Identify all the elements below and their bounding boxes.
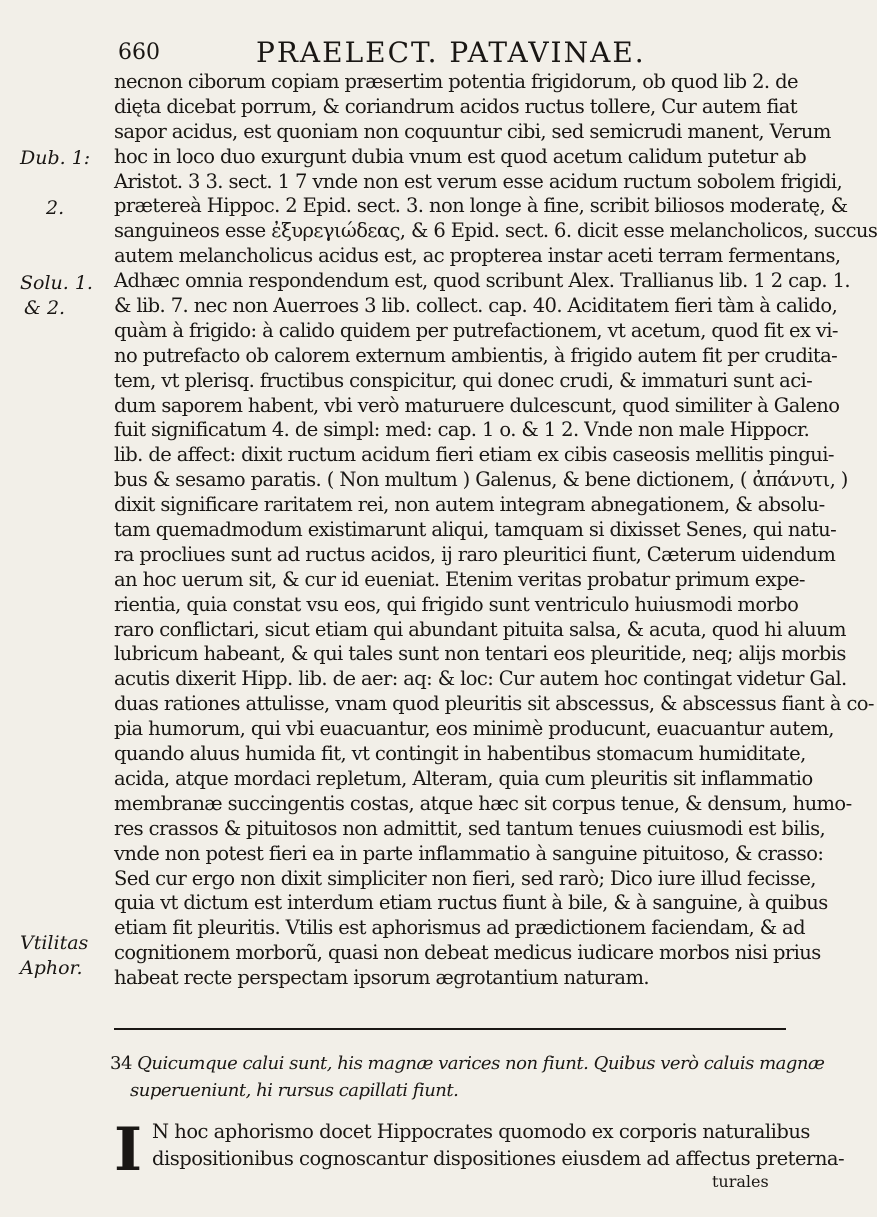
text-line: duas rationes attulisse, vnam quod pleuritis sit abscessus, & abscessus fiant à co-: [114, 692, 874, 716]
text-line: sanguineos esse ἐξυρεγιώδεας, & 6 Epid. sect. 6. dicit esse melancholicos, succus: [114, 219, 877, 243]
catchword: turales: [712, 1172, 769, 1191]
commentary-line: dispositionibus cognoscantur dispositiones eiusdem ad affectus preterna-: [152, 1147, 845, 1170]
text-line: an hoc uerum sit, & cur id eueniat. Etenim veritas probatur primum expe-: [114, 567, 805, 591]
text-line: Adhæc omnia respondendum est, quod scribunt Alex. Trallianus lib. 1 2 cap. 1.: [114, 269, 851, 293]
margin-note-dub-1: Dub. 1:: [20, 147, 91, 169]
text-line: dum saporem habent, vbi verò maturuere dulcescunt, quod similiter à Galeno: [114, 393, 840, 417]
text-line: membranæ succingentis costas, atque hæc sit corpus tenue, & densum, humo-: [114, 791, 852, 815]
text-line: quando aluus humida fit, vt contingit in habentibus stomacum humiditate,: [114, 742, 806, 766]
text-line: etiam fit pleuritis. Vtilis est aphorismus ad prædictionem faciendam, & ad: [114, 916, 805, 940]
text-line: Sed cur ergo non dixit simpliciter non fieri, sed rarò; Dico iure illud fecisse,: [114, 866, 816, 890]
text-line: ra procliues sunt ad ructus acidos, ij raro pleuritici fiunt, Cæterum uidendum: [114, 542, 836, 566]
section-divider: [114, 1028, 786, 1030]
text-line: hoc in loco duo exurgunt dubia vnum est quod acetum calidum putetur ab: [114, 144, 807, 168]
aphorism-line-2: superueniunt, hi rursus capillati fiunt.: [130, 1080, 459, 1101]
text-line: quia vt dictum est interdum etiam ructus fiunt à bile, & à sanguine, à quibus: [114, 891, 828, 915]
text-line: sapor acidus, est quoniam non coquuntur cibi, sed semicrudi manent, Verum: [114, 119, 831, 143]
margin-note-dub-2: 2.: [46, 197, 65, 219]
aphorism-number: 34: [110, 1053, 132, 1074]
aphorism-line-1: [110, 1050, 825, 1077]
text-line: acutis dixerit Hipp. lib. de aer: aq: & loc: Cur autem hoc contingat videtur Gal.: [114, 667, 847, 691]
text-line: no putrefacto ob calorem externum ambientis, à frigido autem fit per crudita-: [114, 343, 838, 367]
text-line: tam quemadmodum existimarunt aliqui, tamquam si dixisset Senes, qui natu-: [114, 518, 837, 542]
margin-note-utilitas: Vtilitas: [20, 932, 89, 954]
text-line: autem melancholicus acidus est, ac propterea instar aceti terram fermentans,: [114, 244, 841, 268]
text-line: res crassos & pituitosos non admittit, sed tantum tenues cuiusmodi est bilis,: [114, 816, 826, 840]
text-line: acida, atque mordaci repletum, Alteram, quia cum pleuritis sit inflammatio: [114, 766, 813, 790]
margin-note-solu-2: & 2.: [24, 297, 66, 319]
margin-note-solu-1: Solu. 1.: [20, 272, 93, 294]
text-line: Aristot. 3 3. sect. 1 7 vnde non est verum esse acidum ructum sobolem frigidi,: [114, 169, 843, 193]
text-line: vnde non potest fieri ea in parte inflammatio à sanguine pituitoso, & crasso:: [114, 841, 824, 865]
text-line: lib. de affect: dixit ructum acidum fieri etiam ex cibis caseosis mellitis pingui-: [114, 443, 834, 467]
text-line: cognitionem morborũ, quasi non debeat medicus iudicare morbos nisi prius: [114, 941, 821, 965]
text-line: raro conflictari, sicut etiam qui abundant pituita salsa, & acuta, quod hi aluum: [114, 617, 846, 641]
text-line: pia humorum, qui vbi euacuantur, eos minimè producunt, euacuantur autem,: [114, 717, 834, 741]
text-line: habeat recte perspectam ipsorum ægrotantium naturam.: [114, 966, 649, 990]
text-line: prætereà Hippoc. 2 Epid. sect. 3. non longe à fine, scribit biliosos moderatę, &: [114, 194, 848, 218]
text-line: rientia, quia constat vsu eos, qui frigido sunt ventriculo huiusmodi morbo: [114, 592, 799, 616]
text-line: lubricum habeant, & qui tales sunt non tentari eos pleuritide, neq; alijs morbis: [114, 642, 846, 666]
margin-note-aphor: Aphor.: [20, 957, 83, 979]
text-line: & lib. 7. nec non Auerroes 3 lib. collect. cap. 40. Aciditatem fieri tàm à calido,: [114, 294, 838, 318]
commentary-line: N hoc aphorismo docet Hippocrates quomodo ex corporis naturalibus: [152, 1120, 810, 1143]
text-line: quàm à frigido: à calido quidem per putrefactionem, vt acetum, quod fit ex vi-: [114, 318, 838, 342]
page-header: [118, 36, 678, 70]
text-line: bus & sesamo paratis. ( Non multum ) Galenus, & bene dictionem, ( ἀπάνυτι, ): [114, 468, 848, 492]
running-head: PRAELECT. PATAVINAE.: [256, 36, 646, 69]
body-text: [114, 70, 877, 991]
text-line: dięta dicebat porrum, & coriandrum acidos ructus tollere, Cur autem fiat: [114, 94, 797, 118]
text-line: necnon ciborum copiam præsertim potentia frigidorum, ob quod lib 2. de: [114, 70, 798, 93]
text-line: fuit significatum 4. de simpl: med: cap. 1 o. & 1 2. Vnde non male Hippocr.: [114, 418, 810, 442]
drop-cap: I: [114, 1115, 143, 1185]
aphorism-block: [110, 1050, 825, 1104]
aphorism-text: Quicumque calui sunt, his magnæ varices non fiunt. Quibus verò caluis magnæ: [137, 1053, 825, 1074]
text-line: dixit significare raritatem rei, non autem integram abnegationem, & absolu-: [114, 493, 825, 517]
text-line: tem, vt plerisq. fructibus conspicitur, qui donec crudi, & immaturi sunt aci-: [114, 368, 813, 392]
page-number: 660: [118, 40, 160, 65]
